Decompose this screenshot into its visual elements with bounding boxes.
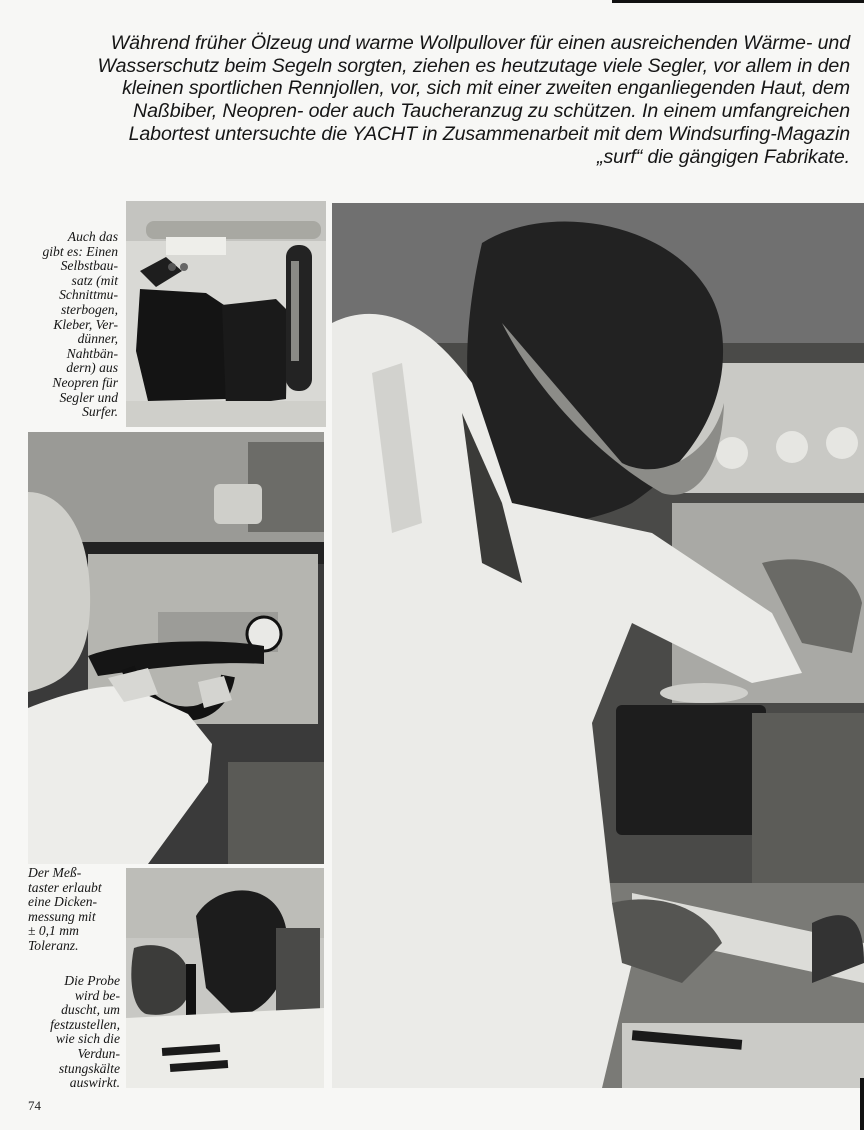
photo-shower-test-drawing — [126, 868, 324, 1088]
caption-line: dünner, — [77, 331, 118, 347]
caption-line: wird be- — [74, 987, 120, 1003]
intro-line: „surf“ die gängigen Fabrikate. — [597, 145, 850, 168]
photo-neoprene-kit — [126, 201, 326, 427]
caption-line: auswirkt. — [69, 1075, 120, 1091]
intro-line: Labortest untersuchte die YACHT in Zusammenarbeit mit dem Windsurfing-Magazin — [128, 122, 850, 145]
caption-line: dern) aus — [66, 360, 118, 376]
edge-mark — [860, 1078, 864, 1130]
caption-line: eine Dicken- — [28, 894, 98, 910]
caption-line: Die Probe — [64, 973, 120, 988]
caption-line: Verdun- — [77, 1045, 120, 1061]
top-rule — [612, 0, 864, 3]
intro-line: Während früher Ölzeug und warme Wollpullover für einen ausreichenden Wärme- und — [110, 32, 850, 54]
caption-line: gibt es: Einen — [42, 243, 118, 259]
caption-line: wie sich die — [55, 1031, 120, 1047]
caption-line: satz (mit — [71, 272, 118, 288]
caption-thickness-gauge — [28, 866, 124, 954]
photo-neoprene-kit-drawing — [126, 201, 326, 427]
caption-line: messung mit — [28, 908, 96, 924]
caption-line: Selbstbau- — [60, 258, 118, 274]
caption-line: Kleber, Ver- — [53, 316, 118, 332]
photo-shower-test — [126, 868, 324, 1088]
caption-line: Nahtbän- — [66, 345, 118, 361]
photo-thickness-gauge-drawing — [28, 432, 324, 864]
intro-line: kleinen sportlichen Rennjollen, vor, sich mit einer zweiten enganliegenden Haut, dem — [122, 77, 850, 100]
caption-line: Der Meß- — [28, 865, 82, 880]
caption-line: stungskälte — [58, 1060, 120, 1076]
caption-line: Schnittmu- — [59, 287, 118, 303]
caption-shower-test — [28, 974, 120, 1091]
caption-line: Surfer. — [82, 404, 118, 420]
photo-thickness-gauge — [28, 432, 324, 864]
caption-line: duscht, um — [61, 1002, 120, 1018]
page-number: 74 — [28, 1098, 41, 1113]
caption-neoprene-kit — [28, 230, 118, 420]
intro-text — [28, 32, 850, 168]
caption-line: Segler und — [59, 389, 118, 405]
intro-line: Wasserschutz beim Segeln sorgten, ziehen es heutzutage viele Segler, vor allem in den — [97, 54, 850, 77]
caption-line: Auch das — [67, 229, 118, 244]
photo-lab-technician — [332, 203, 864, 1088]
intro-line: Naßbiber, Neopren- oder auch Taucheranzug zu schützen. In einem umfangreichen — [133, 100, 850, 123]
caption-line: festzustellen, — [50, 1016, 120, 1032]
caption-line: taster erlaubt — [28, 879, 102, 895]
caption-line: Toleranz. — [28, 937, 79, 953]
caption-line: sterbogen, — [60, 301, 118, 317]
photo-lab-technician-drawing — [332, 203, 864, 1088]
caption-line: ± 0,1 mm — [28, 923, 79, 939]
caption-line: Neopren für — [52, 374, 118, 390]
